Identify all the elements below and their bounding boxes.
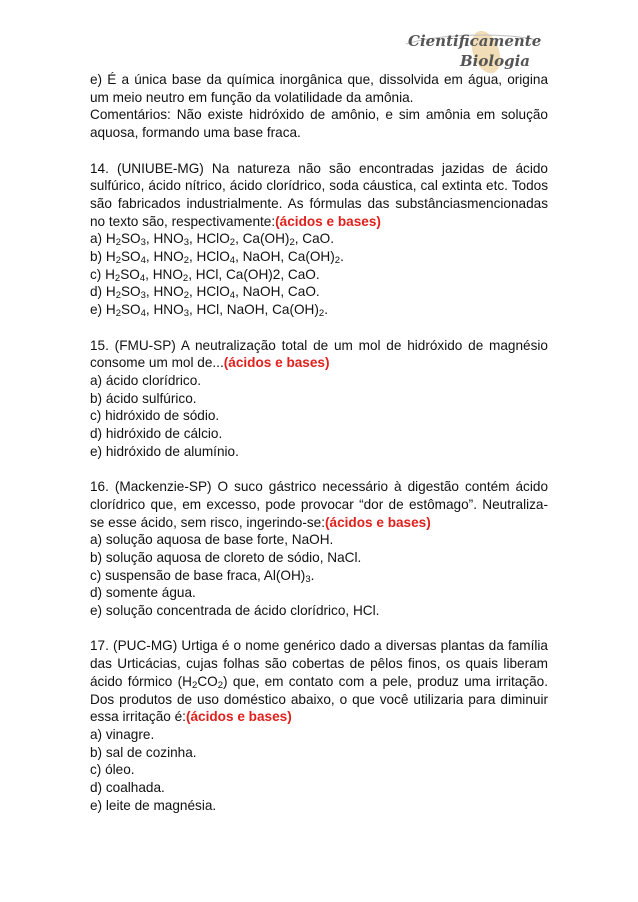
q17-option-c: c) óleo. [90,762,135,778]
q14-option-c: c) $H_2SO_4$, $HNO_2$, HCl, Ca(OH)2, CaO. [90,266,320,284]
q17-option-d: d) coalhada. [90,780,165,796]
q15-option-a: a) ácido clorídrico. [90,372,202,388]
logo-line1: Cientificamente [408,32,542,50]
q15-option-d: d) hidróxido de cálcio. [90,426,223,442]
q17-stem [90,637,548,726]
q13-option-e: e) É a única base da química inorgânica que, dissolvida em água, origina um meio neutro em função da volatilidade da amônia. [90,72,548,105]
q13-comment: Comentários: Não existe hidróxido de amônio, e sim amônia em solução aquosa, formando uma base fraca. [90,107,548,141]
q15-option-c: c) hidróxido de sódio. [90,408,220,424]
q16-topic-tag: (ácidos e bases) [324,514,431,530]
q17-option-e: e) leite de magnésia. [90,797,217,813]
q14-topic-tag: (ácidos e bases) [275,213,381,229]
q15-option-b: b) ácido sulfúrico. [90,390,197,406]
q15-option-e: e) hidróxido de alumínio. [90,443,239,459]
q16-option-b: b) solução aquosa de cloreto de sódio, NaCl. [90,549,362,565]
q17-topic-tag: (ácidos e bases) [185,709,292,725]
q17-stem-text: 17. (PUC-MG) Urtiga é o nome genérico dado a diversas plantas da família das Urticácias, cujas folhas são cobertas de pêlos finos, os quais liberam ácido fórmico $(H_2CO_2)$ que, em contato com a pele, produz uma irritação. Dos produtos de uso doméstico abaixo, o que você utilizaria para diminuir essa irritação é: [90,638,548,725]
q16-option-c: c) suspensão de base fraca, $Al(OH)_3$. [90,567,315,585]
q16-option-d: d) somente água. [90,585,196,601]
q14-stem-text: 14. (UNIUBE-MG) Na natureza não são encontradas jazidas de ácido sulfúrico, ácido nítrico, ácido clorídrico, soda cáustica, cal extinta etc. Todos são fabricados industrialmente. As fórmulas das substânciasmencionadas no texto são, respectivamente: [90,160,548,229]
logo-line2: Biologia [460,52,530,70]
q16-stem [90,478,548,531]
q16-option-e: e) solução concentrada de ácido clorídrico, HCl. [90,603,380,619]
q16-stem-text: 16. (Mackenzie-SP) O suco gástrico necessário à digestão contém ácido clorídrico que, em excesso, pode provocar “dor de estômago”. Neutraliza-se esse ácido, sem risco, ingerindo-se: [90,479,548,530]
q14-option-e: e) $H_2SO_4$, $HNO_3$, HCl, NaOH, $Ca(OH)_2$. [90,302,328,320]
q17-option-a: a) vinagre. [90,726,155,742]
q17-option-b: b) sal de cozinha. [90,744,197,760]
q15-topic-tag: (ácidos e bases) [223,355,330,371]
document-body [90,71,548,814]
q15-stem-text: 15. (FMU-SP) A neutralização total de um mol de hidróxido de magnésio consome um mol de... [90,337,548,371]
q14-option-d: d) $H_2SO_3$, $HNO_2$, HClO$_4$, NaOH, CaO. [90,284,320,302]
q16-option-a: a) solução aquosa de base forte, NaOH. [90,532,334,548]
q14-option-a: a) $H_2SO_3$, $HNO_3$, HClO$_2$, $Ca(OH)_2$, CaO. [90,231,335,249]
q15-stem [90,337,548,372]
q14-stem [90,160,548,231]
q14-option-b: b) $H_2SO_4$, $HNO_2$, HClO$_4$, NaOH, $Ca(OH)_2$. [90,249,344,267]
